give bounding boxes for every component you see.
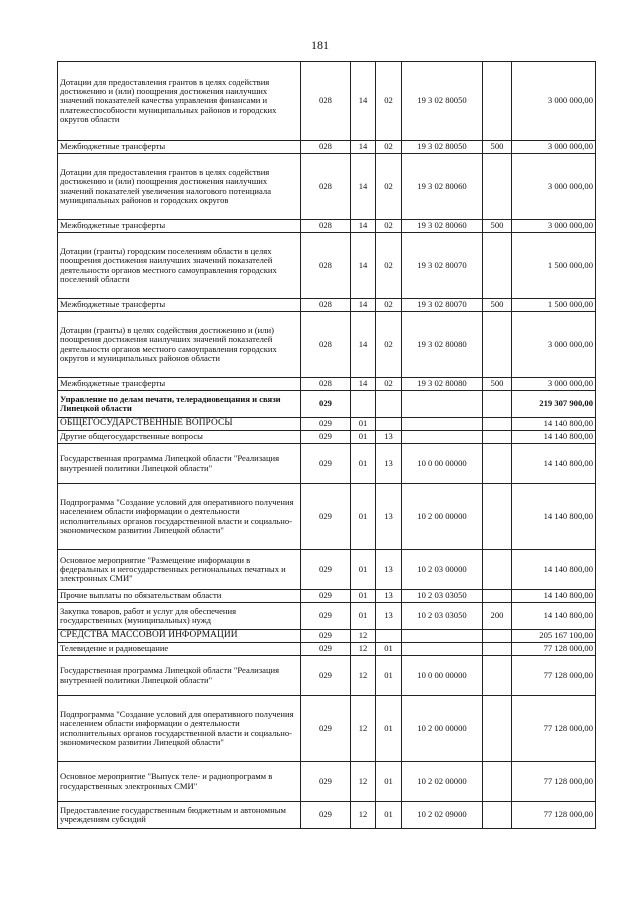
cell-department-code: 029: [301, 643, 351, 656]
table-row: [58, 431, 596, 444]
cell-expense-type: 500: [483, 378, 512, 391]
cell-department-code: 029: [301, 418, 351, 431]
cell-department-code: 029: [301, 431, 351, 444]
cell-name: Управление по делам печати, телерадиовещания и связи Липецкой области: [58, 391, 301, 418]
cell-section-code: 01: [351, 550, 376, 590]
cell-name: Телевидение и радиовещание: [58, 643, 301, 656]
table-row: [58, 696, 596, 762]
cell-department-code: 029: [301, 656, 351, 696]
table-row: [58, 656, 596, 696]
cell-section-code: 14: [351, 299, 376, 312]
cell-name: Прочие выплаты по обязательствам области: [58, 590, 301, 603]
cell-section-code: 12: [351, 762, 376, 802]
cell-department-code: 029: [301, 444, 351, 484]
cell-subsection-code: 02: [376, 299, 402, 312]
cell-subsection-code: 02: [376, 154, 402, 220]
cell-amount: 1 500 000,00: [512, 233, 596, 299]
cell-amount: 14 140 800,00: [512, 444, 596, 484]
cell-name: Основное мероприятие "Размещение информации в федеральных и негосударственных региональных печатных и электронных СМИ": [58, 550, 301, 590]
cell-subsection-code: [376, 391, 402, 418]
table-row: [58, 643, 596, 656]
cell-subsection-code: 13: [376, 431, 402, 444]
cell-expense-type: [483, 154, 512, 220]
table-row: [58, 220, 596, 233]
cell-subsection-code: 02: [376, 233, 402, 299]
cell-section-code: 14: [351, 141, 376, 154]
cell-amount: 219 307 900,00: [512, 391, 596, 418]
cell-expense-type: [483, 762, 512, 802]
cell-amount: 77 128 000,00: [512, 762, 596, 802]
cell-amount: 1 500 000,00: [512, 299, 596, 312]
cell-department-code: 028: [301, 62, 351, 141]
table-row: [58, 233, 596, 299]
table-row: [58, 762, 596, 802]
cell-target-article: 19 3 02 80080: [402, 312, 483, 378]
cell-subsection-code: 13: [376, 444, 402, 484]
cell-subsection-code: 02: [376, 62, 402, 141]
cell-amount: 14 140 800,00: [512, 590, 596, 603]
cell-target-article: 10 0 00 00000: [402, 656, 483, 696]
cell-section-code: [351, 391, 376, 418]
cell-section-code: 12: [351, 630, 376, 643]
cell-amount: 3 000 000,00: [512, 141, 596, 154]
cell-section-code: 14: [351, 233, 376, 299]
cell-target-article: 10 2 02 09000: [402, 802, 483, 829]
table-row: [58, 550, 596, 590]
cell-subsection-code: 13: [376, 484, 402, 550]
table-row: [58, 378, 596, 391]
cell-name: ОБЩЕГОСУДАРСТВЕННЫЕ ВОПРОСЫ: [58, 418, 301, 431]
cell-subsection-code: [376, 418, 402, 431]
table-row: [58, 590, 596, 603]
table-row: [58, 418, 596, 431]
cell-expense-type: [483, 696, 512, 762]
cell-target-article: [402, 391, 483, 418]
cell-name: Межбюджетные трансферты: [58, 299, 301, 312]
cell-target-article: 19 3 02 80080: [402, 378, 483, 391]
cell-name: Государственная программа Липецкой области "Реализация внутренней политики Липецкой области": [58, 656, 301, 696]
cell-department-code: 029: [301, 603, 351, 630]
cell-department-code: 028: [301, 220, 351, 233]
cell-subsection-code: 02: [376, 378, 402, 391]
cell-amount: 77 128 000,00: [512, 696, 596, 762]
cell-expense-type: [483, 418, 512, 431]
cell-department-code: 029: [301, 696, 351, 762]
cell-subsection-code: 02: [376, 141, 402, 154]
cell-amount: 3 000 000,00: [512, 62, 596, 141]
cell-amount: 77 128 000,00: [512, 656, 596, 696]
cell-department-code: 028: [301, 233, 351, 299]
cell-expense-type: [483, 630, 512, 643]
cell-expense-type: [483, 431, 512, 444]
cell-section-code: 14: [351, 378, 376, 391]
cell-target-article: 19 3 02 80060: [402, 154, 483, 220]
cell-amount: 3 000 000,00: [512, 312, 596, 378]
table-row: [58, 154, 596, 220]
cell-target-article: 19 3 02 80050: [402, 62, 483, 141]
cell-expense-type: [483, 62, 512, 141]
page-number: 181: [311, 38, 329, 52]
cell-name: Основное мероприятие "Выпуск теле- и радиопрограмм в государственных электронных СМИ": [58, 762, 301, 802]
cell-department-code: 029: [301, 762, 351, 802]
cell-target-article: 10 2 03 03050: [402, 603, 483, 630]
cell-name: Государственная программа Липецкой области "Реализация внутренней политики Липецкой области": [58, 444, 301, 484]
cell-name: Подпрограмма "Создание условий для оперативного получения населением области информации о деятельности исполнительных органов государственной власти и социально-экономическом развитии Липецкой области": [58, 484, 301, 550]
cell-target-article: 10 2 02 00000: [402, 762, 483, 802]
cell-name: СРЕДСТВА МАССОВОЙ ИНФОРМАЦИИ: [58, 630, 301, 643]
cell-expense-type: 500: [483, 299, 512, 312]
table-row: [58, 484, 596, 550]
cell-expense-type: [483, 484, 512, 550]
table-row: [58, 444, 596, 484]
cell-department-code: 029: [301, 391, 351, 418]
cell-amount: 205 167 100,00: [512, 630, 596, 643]
cell-department-code: 028: [301, 141, 351, 154]
cell-expense-type: 500: [483, 220, 512, 233]
table-row: [58, 391, 596, 418]
cell-department-code: 029: [301, 802, 351, 829]
cell-amount: 14 140 800,00: [512, 550, 596, 590]
cell-target-article: [402, 630, 483, 643]
cell-subsection-code: 01: [376, 696, 402, 762]
cell-section-code: 12: [351, 643, 376, 656]
cell-department-code: 028: [301, 299, 351, 312]
cell-target-article: [402, 643, 483, 656]
table-row: [58, 141, 596, 154]
cell-amount: 77 128 000,00: [512, 802, 596, 829]
cell-department-code: 029: [301, 484, 351, 550]
cell-subsection-code: 01: [376, 802, 402, 829]
cell-target-article: 19 3 02 80050: [402, 141, 483, 154]
table-row: [58, 802, 596, 829]
cell-section-code: 14: [351, 154, 376, 220]
cell-section-code: 14: [351, 220, 376, 233]
cell-name: Дотации для предоставления грантов в целях содействия достижению и (или) поощрения достижения наилучших значений показателей качества управления финансами и платежеспособности муниципальных районов и городских округов области: [58, 62, 301, 141]
cell-expense-type: 500: [483, 141, 512, 154]
cell-section-code: 01: [351, 444, 376, 484]
table-row: [58, 630, 596, 643]
cell-amount: 3 000 000,00: [512, 154, 596, 220]
cell-subsection-code: [376, 630, 402, 643]
cell-subsection-code: 02: [376, 312, 402, 378]
cell-amount: 3 000 000,00: [512, 220, 596, 233]
table-row: [58, 603, 596, 630]
cell-section-code: 12: [351, 802, 376, 829]
cell-subsection-code: 02: [376, 220, 402, 233]
cell-amount: 77 128 000,00: [512, 643, 596, 656]
cell-expense-type: [483, 391, 512, 418]
cell-target-article: 19 3 02 80060: [402, 220, 483, 233]
cell-name: Дотации для предоставления грантов в целях содействия достижению и (или) поощрения достижения наилучших значений показателей увеличения налогового потенциала муниципальных районов и городских округов: [58, 154, 301, 220]
cell-name: Закупка товаров, работ и услуг для обеспечения государственных (муниципальных) нужд: [58, 603, 301, 630]
cell-section-code: 01: [351, 431, 376, 444]
cell-target-article: 10 0 00 00000: [402, 444, 483, 484]
cell-name: Подпрограмма "Создание условий для оперативного получения населением области информации о деятельности исполнительных органов государственной власти и социально-экономическом развитии Липецкой области": [58, 696, 301, 762]
cell-name: Предоставление государственным бюджетным и автономным учреждениям субсидий: [58, 802, 301, 829]
budget-table-body: [58, 62, 596, 829]
cell-target-article: 10 2 00 00000: [402, 696, 483, 762]
cell-name: Межбюджетные трансферты: [58, 141, 301, 154]
budget-table: [57, 61, 596, 829]
table-row: [58, 62, 596, 141]
cell-expense-type: [483, 444, 512, 484]
cell-target-article: [402, 431, 483, 444]
cell-subsection-code: 01: [376, 762, 402, 802]
cell-section-code: 12: [351, 656, 376, 696]
cell-target-article: 19 3 02 80070: [402, 233, 483, 299]
cell-name: Другие общегосударственные вопросы: [58, 431, 301, 444]
cell-name: Дотации (гранты) в целях содействия достижению и (или) поощрения достижения наилучших значений показателей деятельности органов местного самоуправления городских округов и муниципальных районов области: [58, 312, 301, 378]
cell-subsection-code: 13: [376, 550, 402, 590]
cell-expense-type: [483, 656, 512, 696]
cell-amount: 14 140 800,00: [512, 418, 596, 431]
cell-section-code: 01: [351, 603, 376, 630]
cell-target-article: 10 2 03 00000: [402, 550, 483, 590]
cell-subsection-code: 13: [376, 590, 402, 603]
cell-section-code: 12: [351, 696, 376, 762]
cell-expense-type: [483, 590, 512, 603]
cell-department-code: 028: [301, 378, 351, 391]
cell-amount: 3 000 000,00: [512, 378, 596, 391]
cell-section-code: 14: [351, 312, 376, 378]
cell-expense-type: [483, 643, 512, 656]
table-row: [58, 312, 596, 378]
cell-section-code: 01: [351, 484, 376, 550]
cell-section-code: 01: [351, 418, 376, 431]
cell-section-code: 01: [351, 590, 376, 603]
cell-subsection-code: 01: [376, 656, 402, 696]
cell-department-code: 029: [301, 630, 351, 643]
cell-amount: 14 140 800,00: [512, 484, 596, 550]
cell-name: Межбюджетные трансферты: [58, 378, 301, 391]
cell-department-code: 028: [301, 154, 351, 220]
cell-subsection-code: 13: [376, 603, 402, 630]
cell-expense-type: [483, 802, 512, 829]
cell-name: Дотации (гранты) городским поселениям области в целях поощрения достижения наилучших значений показателей деятельности органов местного самоуправления городских поселений области: [58, 233, 301, 299]
cell-section-code: 14: [351, 62, 376, 141]
cell-expense-type: 200: [483, 603, 512, 630]
cell-subsection-code: 01: [376, 643, 402, 656]
cell-amount: 14 140 800,00: [512, 603, 596, 630]
cell-department-code: 029: [301, 590, 351, 603]
cell-target-article: [402, 418, 483, 431]
cell-target-article: 10 2 03 03050: [402, 590, 483, 603]
cell-expense-type: [483, 550, 512, 590]
table-row: [58, 299, 596, 312]
cell-department-code: 028: [301, 312, 351, 378]
cell-amount: 14 140 800,00: [512, 431, 596, 444]
cell-name: Межбюджетные трансферты: [58, 220, 301, 233]
cell-target-article: 19 3 02 80070: [402, 299, 483, 312]
cell-department-code: 029: [301, 550, 351, 590]
cell-expense-type: [483, 233, 512, 299]
cell-target-article: 10 2 00 00000: [402, 484, 483, 550]
cell-expense-type: [483, 312, 512, 378]
